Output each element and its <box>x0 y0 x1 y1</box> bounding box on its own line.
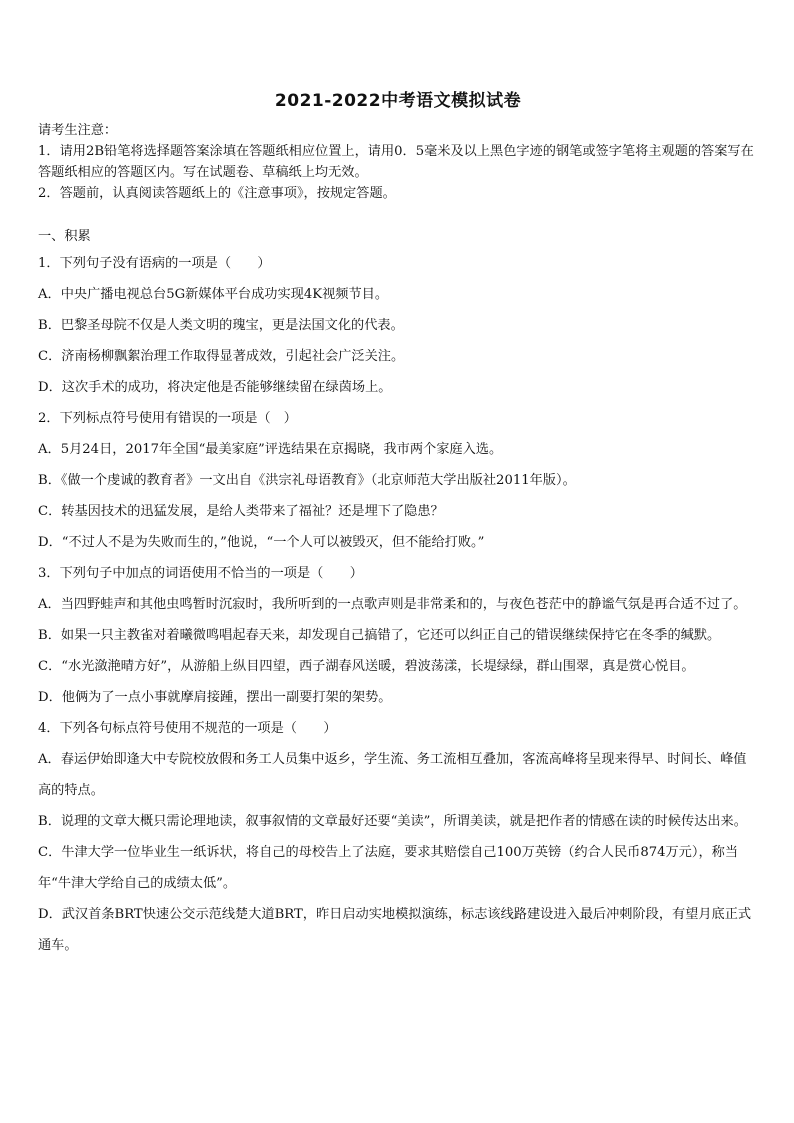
option-c: C．转基因技术的迅猛发展，是给人类带来了福祉？还是埋下了隐患？ <box>38 504 444 519</box>
notice-heading: 请考生注意： <box>38 123 118 138</box>
section-heading: 一、积累 <box>38 229 91 244</box>
notice-item: 2．答题前，认真阅读答题纸上的《注意事项》，按规定答题。 <box>38 186 396 201</box>
option-d: D．这次手术的成功，将决定他是否能够继续留在绿茵场上。 <box>38 380 392 395</box>
page-title: 2021-2022中考语文模拟试卷 <box>274 91 522 111</box>
question-1 <box>38 248 758 403</box>
notice-item: 1．请用2B铅笔将选择题答案涂填在答题纸相应位置上，请用0．5毫米及以上黑色字迹的钢笔或签字笔将主观题的答案写在答题纸相应的答题区内。写在试题卷、草稿纸上均无效。 <box>38 144 754 180</box>
option-b: B．如果一只主教雀对着曦微鸣唱起春天来，却发现自己搞错了，它还可以纠正自己的错误继续保持它在冬季的缄默。 <box>38 628 721 643</box>
option-d: D．“不过人不是为失败而生的，”他说，“一个人可以被毁灭，但不能给打败。” <box>38 535 485 550</box>
question-3 <box>38 558 758 713</box>
question-stem: 3．下列句子中加点的词语使用不恰当的一项是（ ） <box>38 566 363 581</box>
question-stem: 2．下列标点符号使用有错误的一项是（ ） <box>38 411 297 426</box>
option-a: A．中央广播电视总台5G新媒体平台成功实现4K视频节目。 <box>38 287 389 302</box>
option-c: C．“水光潋滟晴方好”，从游船上纵目四望，西子湖春风送暖，碧波荡漾，长堤绿绿，群山围翠，真是赏心悦目。 <box>38 659 695 674</box>
question-stem: 1．下列句子没有语病的一项是（ ） <box>38 256 271 271</box>
option-b: B．《做一个虔诚的教育者》一文出自《洪宗礼母语教育》（北京师范大学出版社2011年版）。 <box>38 473 576 488</box>
option-a: A．当四野蛙声和其他虫鸣暂时沉寂时，我所听到的一点歌声则是非常柔和的，与夜色苍茫中的静谧气氛是再合适不过了。 <box>38 597 747 612</box>
option-d: D．他俩为了一点小事就摩肩接踵，摆出一副要打架的架势。 <box>38 690 392 705</box>
question-stem: 4．下列各句标点符号使用不规范的一项是（ ） <box>38 721 337 736</box>
option-d: D．武汉首条BRT快速公交示范线楚大道BRT，昨日启动实地模拟演练，标志该线路建设进入最后冲刺阶段，有望月底正式通车。 <box>38 907 752 953</box>
question-2 <box>38 403 758 558</box>
option-b: B．巴黎圣母院不仅是人类文明的瑰宝，更是法国文化的代表。 <box>38 318 404 333</box>
notice-block <box>38 120 758 204</box>
option-c: C．牛津大学一位毕业生一纸诉状，将自己的母校告上了法庭，要求其赔偿自己100万英镑（约合人民币874万元），称当年“牛津大学给自己的成绩太低”。 <box>38 845 739 891</box>
option-a: A．5月24日，2017年全国“最美家庭”评选结果在京揭晓，我市两个家庭入选。 <box>38 442 503 457</box>
option-a: A．春运伊始即逢大中专院校放假和务工人员集中返乡，学生流、务工流相互叠加，客流高峰将呈现来得早、时间长、峰值高的特点。 <box>38 752 747 798</box>
question-4 <box>38 713 758 961</box>
option-c: C．济南杨柳飘絮治理工作取得显著成效，引起社会广泛关注。 <box>38 349 405 364</box>
option-b: B．说理的文章大概只需论理地读，叙事叙情的文章最好还要“美读”，所谓美读，就是把作者的情感在读的时候传达出来。 <box>38 814 747 829</box>
